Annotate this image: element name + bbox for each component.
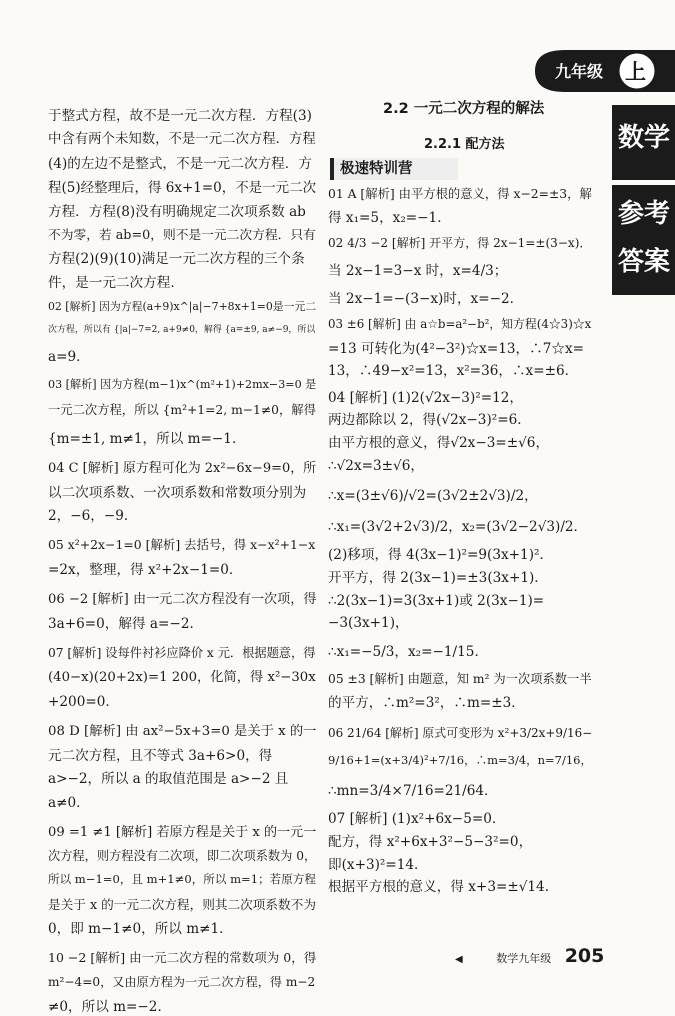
text-line: 0，即 m−1≠0，所以 m≠1． (48, 920, 233, 937)
page-number: 205 (564, 945, 605, 967)
subject-char-1: 数 (618, 123, 645, 153)
text-line: ∴x₁=(3√2+2√3)/2，x₂=(3√2−2√3)/2． (328, 518, 588, 535)
text-line: 是关于 x 的一元二次方程，则其二次项系数不为 (48, 896, 316, 912)
text-line: 件，是一元二次方程． (48, 275, 184, 292)
grade-label: 九年级 (555, 62, 604, 81)
footer-arrow-icon: ◀ (455, 954, 463, 965)
text-line: (40−x)(20+2x)=1 200，化简，得 x²−30x (48, 669, 316, 685)
text-line: 08 D [解析] 由 ax²−5x+3=0 是关于 x 的一 (48, 723, 317, 739)
text-line: 配方，得 x²+6x+3²−5−3²=0， (328, 834, 533, 850)
text-line: ∴2(3x−1)=3(3x+1)或 2(3x−1)= (328, 592, 545, 609)
subsection-title: 2.2.1 配方法 (424, 137, 505, 152)
text-line: ∴x=(3±√6)/√2=(3√2±2√3)/2， (328, 488, 538, 505)
text-line: 由平方根的意义，得√2x−3=±√6， (328, 435, 550, 451)
text-line: =13 可转化为(4²−3²)☆x=13，∴7☆x= (328, 340, 585, 357)
practice-banner: 极速特训营 (330, 158, 458, 180)
text-line: 04 [解析] (1)2(√2x−3)²=12， (328, 389, 523, 406)
text-line: 09 =1 ≠1 [解析] 若原方程是关于 x 的一元一 (48, 825, 317, 841)
text-line: a=9． (48, 349, 90, 365)
text-line: 10 −2 [解析] 由一元二次方程的常数项为 0，得 (48, 949, 317, 965)
text-line: 次方程，则方程没有二次项，即二次项系数为 0， (48, 849, 317, 864)
text-line: 当 2x−1=3−x 时，x=4/3； (328, 262, 508, 279)
footer-book: 数学九年级 (496, 952, 552, 965)
answers-char-4: 案 (644, 247, 671, 277)
text-line: ∴mn=3/4×7/16=21/64． (328, 782, 498, 799)
text-line: {m=±1, m≠1，所以 m=−1． (48, 430, 246, 447)
text-line: 方程(2)(9)(10)满足一元二次方程的三个条 (48, 251, 305, 268)
text-line: a≠0． (48, 795, 90, 812)
text-line: 3a+6=0，解得 a=−2． (48, 616, 204, 632)
side-answers-tab (612, 185, 675, 295)
answers-char-2: 考 (644, 199, 671, 229)
text-line: 04 C [解析] 原方程可化为 2x²−6x−9=0，所 (48, 460, 317, 476)
text-line: 9/16+1=(x+3/4)²+7/16，∴m=3/4，n=7/16， (328, 753, 592, 768)
text-line: ∴√2x=3±√6， (328, 457, 424, 474)
text-line: a>−2，所以 a 的取值范围是 a>−2 且 (48, 771, 289, 788)
term-label: 上 (625, 60, 646, 84)
text-line: 即(x+3)²=14． (328, 856, 428, 873)
text-line: ∴x₁=−5/3，x₂=−1/15． (328, 643, 489, 660)
subject-char-2: 学 (644, 123, 671, 153)
text-line: 以二次项系数、一次项系数和常数项分别为 (48, 484, 307, 501)
text-line: 07 [解析] (1)x²+6x−5=0． (328, 811, 506, 828)
text-line: 中含有两个未知数，不是一元二次方程．方程 (48, 131, 316, 147)
answers-char-3: 答 (618, 247, 645, 277)
text-line: 一元二次方程，所以 {m²+1=2, m−1≠0，解得 (48, 402, 316, 417)
answers-char-1: 参 (618, 199, 645, 229)
text-line: (2)移项，得 4(3x−1)²=9(3x+1)²． (328, 547, 554, 564)
text-line: 程(5)经整理后，得 6x+1=0，不是一元二次 (48, 179, 317, 196)
text-line: 开平方，得 2(3x−1)=±3(3x+1)． (328, 570, 548, 586)
text-line: m²−4=0，又由原方程为一元二次方程，得 m−2 (48, 974, 316, 989)
text-line: 07 [解析] 设每件衬衫应降价 x 元．根据题意，得 (48, 645, 316, 660)
text-line: ≠0，所以 m=−2． (48, 998, 172, 1015)
text-line: 01 A [解析] 由平方根的意义，得 x−2=±3，解 (328, 187, 592, 201)
text-line: 于整式方程，故不是一元二次方程．方程(3) (48, 108, 312, 124)
text-line: 05 ±3 [解析] 由题意，知 m² 为一次项系数一半 (328, 672, 592, 687)
side-subject-tab (612, 105, 675, 180)
section-title: 2.2 一元二次方程的解法 (383, 101, 545, 117)
text-line: 元二次方程，且不等式 3a+6>0，得 (48, 747, 273, 764)
text-line: 06 21/64 [解析] 原式可变形为 x²+3/2x+9/16− (328, 725, 593, 740)
text-line: 03 ±6 [解析] 由 a☆b=a²−b²，知方程(4☆3)☆x (328, 317, 592, 331)
text-line: 当 2x−1=−(3−x)时，x=−2． (328, 291, 524, 308)
text-line: +200=0． (48, 693, 119, 710)
text-line: 得 x₁=5，x₂=−1． (328, 209, 451, 226)
text-line: 13，∴49−x²=13，x²=36，∴x=±6． (328, 363, 579, 380)
text-line: 03 [解析] 因为方程(m−1)x^(m²+1)+2mx−3=0 是 (48, 377, 317, 391)
page-footer (455, 945, 604, 967)
text-line: 根据平方根的意义，得 x+3=±√14． (328, 879, 559, 896)
text-line: 的平方，∴m²=3²，∴m=±3． (328, 695, 525, 711)
text-line: (4)的左边不是整式，不是一元二次方程．方 (48, 155, 312, 172)
text-line: 2，−6，−9． (48, 508, 138, 525)
text-line: 两边都除以 2，得(√2x−3)²=6． (328, 412, 531, 429)
text-line: 所以 m−1=0，且 m+1≠0，所以 m=1；若原方程 (48, 872, 316, 886)
text-line: 不为零，若 ab=0，则不是一元二次方程．只有 (48, 227, 316, 243)
text-line: 06 −2 [解析] 由一元二次方程没有一次项，得 (48, 592, 317, 608)
text-line: 05 x²+2x−1=0 [解析] 去括号，得 x−x²+1−x (48, 537, 316, 553)
text-line: =2x，整理，得 x²+2x−1=0． (48, 562, 243, 579)
text-line: −3(3x+1)， (328, 615, 409, 632)
text-line: 02 4/3 −2 [解析] 开平方，得 2x−1=±(3−x)． (328, 236, 592, 251)
text-line: 方程．方程(8)没有明确规定二次项系数 ab (48, 203, 306, 220)
text-line: 次方程，所以有 {|a|−7=2, a+9≠0，解得 {a=±9, a≠−9，所以 (48, 325, 316, 336)
text-line: 02 [解析] 因为方程(a+9)x^|a|−7+8x+1=0是一元二 (48, 300, 317, 314)
grade-badge (525, 40, 675, 102)
